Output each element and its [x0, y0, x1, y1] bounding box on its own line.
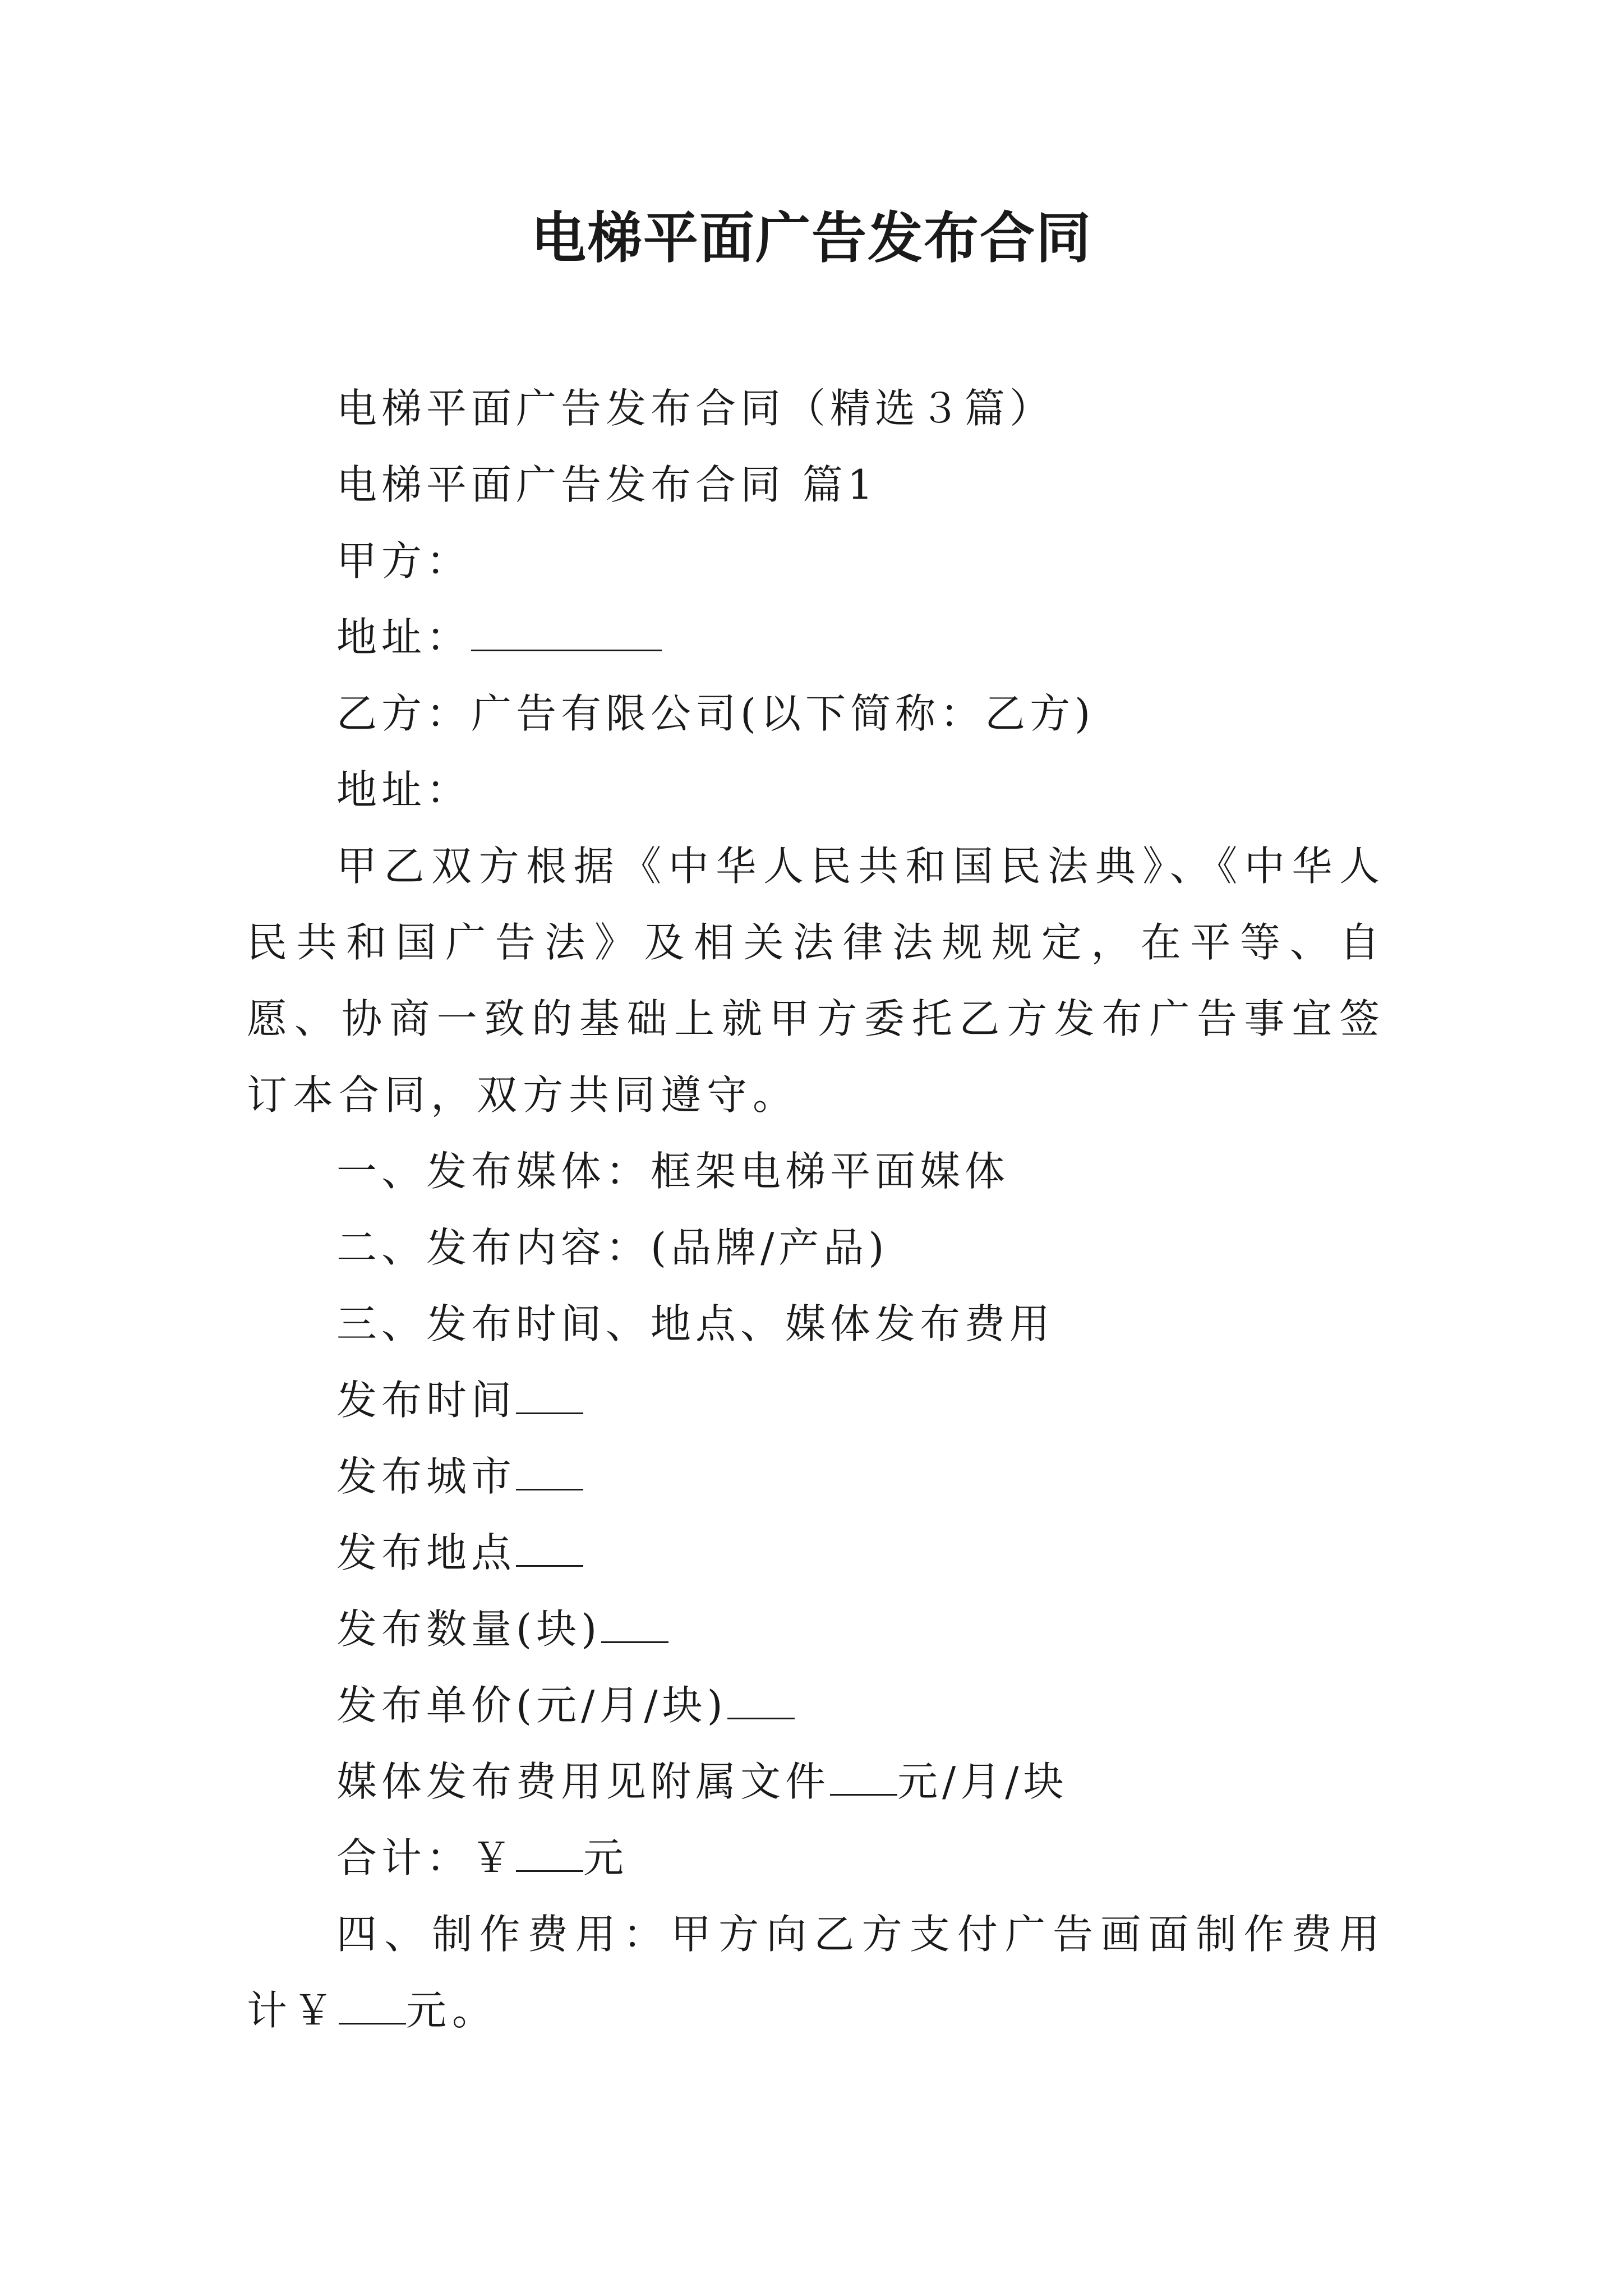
clause-3: 三、发布时间、地点、媒体发布费用	[336, 1300, 1055, 1347]
preamble-paragraph: 甲乙双方根据《中华人民共和国民法典》、《中华人民共和国广告法》及相关法律法规规定，在平等、自愿、协商一致的基础上就甲方委托乙方发布广告事宜签订本合同，双方共同遵守。	[247, 843, 1385, 1119]
publish-unit-price-blank	[727, 1674, 795, 1719]
address-label-b: 地址：	[336, 766, 472, 813]
document-title: 电梯平面广告发布合同	[531, 206, 1092, 270]
clause-4	[247, 1896, 1385, 2049]
publish-quantity-label: 发布数量(块)	[336, 1605, 602, 1653]
publish-quantity-line	[247, 1591, 1385, 1667]
publish-city-blank	[516, 1445, 583, 1490]
publish-unit-price-label: 发布单价(元/月/块)	[336, 1682, 727, 1729]
clause-4-blank	[339, 1979, 406, 2024]
address-line-a	[247, 599, 1385, 675]
media-fee-prefix: 媒体发布费用见附属文件	[336, 1758, 831, 1805]
media-fee-blank	[830, 1750, 897, 1796]
media-fee-suffix: 元/月/块	[897, 1758, 1068, 1805]
party-a-label: 甲方：	[336, 537, 472, 585]
clause-4-text: 四、制作费用：甲方向乙方支付广告画面制作费用计￥	[247, 1911, 1385, 2034]
section-heading: 电梯平面广告发布合同 篇1	[336, 461, 878, 508]
publish-place-line	[247, 1515, 1385, 1591]
publish-city-line	[247, 1438, 1385, 1515]
publish-unit-price-line	[247, 1667, 1385, 1743]
total-prefix: 合计：￥	[336, 1834, 517, 1881]
address-blank-a	[471, 606, 662, 651]
clause-2: 二、发布内容：(品牌/产品)	[336, 1224, 889, 1271]
document-subtitle: 电梯平面广告发布合同（精选３篇）	[336, 385, 1055, 432]
total-suffix: 元	[583, 1834, 629, 1881]
publish-time-blank	[516, 1369, 583, 1414]
publish-quantity-blank	[601, 1598, 668, 1643]
clause-1: 一、发布媒体：框架电梯平面媒体	[336, 1148, 1010, 1195]
document-body	[247, 370, 1385, 2049]
total-line	[247, 1820, 1385, 1896]
publish-place-blank	[516, 1521, 583, 1567]
clause-4-suffix: 元。	[406, 1987, 499, 2034]
party-b: 乙方：广告有限公司(以下简称：乙方)	[336, 690, 1095, 737]
publish-place-label: 发布地点	[336, 1529, 517, 1576]
publish-city-label: 发布城市	[336, 1453, 517, 1500]
publish-time-label: 发布时间	[336, 1377, 517, 1424]
address-label-a: 地址：	[336, 614, 472, 661]
total-blank	[516, 1826, 583, 1872]
media-fee-line	[247, 1743, 1385, 1820]
publish-time-line	[247, 1362, 1385, 1438]
